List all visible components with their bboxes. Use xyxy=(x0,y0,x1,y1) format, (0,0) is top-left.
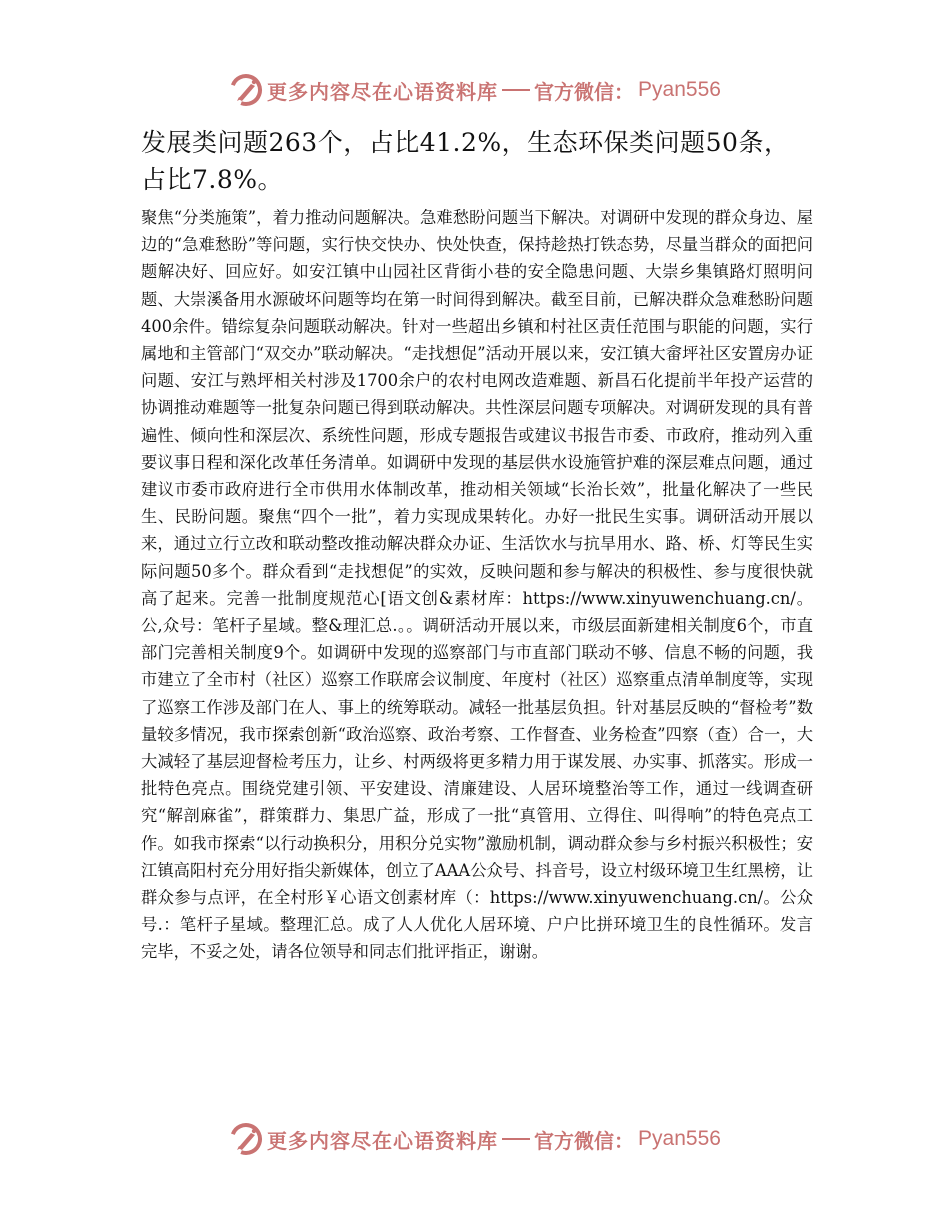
footer-watermark-banner xyxy=(0,1121,950,1157)
wechat-label: 官方微信： xyxy=(534,79,635,104)
lead-paragraph: 发展类问题263个，占比41.2%，生态环保类问题50条，占比7.8%。 xyxy=(141,128,790,194)
brand-logo-icon xyxy=(229,73,263,107)
wechat-id: Pyan556 xyxy=(638,78,721,101)
banner-dash xyxy=(502,1138,530,1140)
brand-logo-icon xyxy=(229,1122,263,1156)
header-watermark-banner xyxy=(0,72,950,108)
wechat-id: Pyan556 xyxy=(638,1127,721,1150)
brand-name: 更多内容尽在心语资料库 xyxy=(267,79,499,104)
brand-name: 更多内容尽在心语资料库 xyxy=(267,1128,499,1153)
wechat-label: 官方微信： xyxy=(534,1128,635,1153)
banner-dash xyxy=(502,89,530,91)
body-paragraph: 聚焦“分类施策”，着力推动问题解决。急难愁盼问题当下解决。对调研中发现的群众身边、屋边的“急难愁盼”等问题，实行快交快办、快处快查，保持趁热打铁态势，尽量当群众的面把问题解决好、回应好。如安江镇中山园社区背街小巷的安全隐患问题、大崇乡集镇路灯照明问题、大崇溪备用水源破坏问题等均在第一时间得到解决。截至目前，已解决群众急难愁盼问题400余件。错综复杂问题联动解决。针对一些超出乡镇和村社区责任范围与职能的问题，实行属地和主管部门“双交办”联动解决。“走找想促”活动开展以来，安江镇大畲坪社区安置房办证问题、安江与熟坪相关村涉及1700余户的农村电网改造难题、新昌石化提前半年投产运营的协调推动难题等一批复杂问题已得到联动解决。共性深层问题专项解决。对调研发现的具有普遍性、倾向性和深层次、系统性问题，形成专题报告或建议书报告市委、市政府，推动列入重要议事日程和深化改革任务清单。如调研中发现的基层供水设施管护难的深层难点问题，通过建议市委市政府进行全市供用水体制改革，推动相关领域“长治长效”，批量化解决了一些民生、民盼问题。聚焦“四个一批”，着力实现成果转化。办好一批民生实事。调研活动开展以来，通过立行立改和联动整改推动解决群众办证、生活饮水与抗旱用水、路、桥、灯等民生实际问题50多个。群众看到“走找想促”的实效，反映问题和参与解决的积极性、参与度很快就高了起来。完善一批制度规范心[语文创&素材库：https://www.xinyuwenchuang.cn/。公,众号：笔杆子星域。整&理汇总.。。调研活动开展以来，市级层面新建相关制度6个，市直部门完善相关制度9个。如调研中发现的巡察部门与市直部门联动不够、信息不畅的问题，我市建立了全市村（社区）巡察工作联席会议制度、年度村（社区）巡察重点清单制度等，实现了巡察工作涉及部门在人、事上的统筹联动。减轻一批基层负担。针对基层反映的“督检考”数量较多情况，我市探索创新“政治巡察、政治考察、工作督查、业务检查”四察（查）合一，大大减轻了基层迎督检考压力，让乡、村两级将更多精力用于谋发展、办实事、抓落实。形成一批特色亮点。围绕党建引领、平安建设、清廉建设、人居环境整治等工作，通过一线调查研究“解剖麻雀”，群策群力、集思广益，形成了一批“真管用、立得住、叫得响”的特色亮点工作。如我市探索“以行动换积分，用积分兑实物”激励机制，调动群众参与乡村振兴积极性；安江镇高阳村充分用好指尖新媒体，创立了AAA公众号、抖音号，设立村级环境卫生红黑榜，让群众参与点评，在全村形￥心语文创素材库（：https://www.xinyuwenchuang.cn/。公众号.：笔杆子星域。整理汇总。成了人人优化人居环境、户户比拼环境卫生的良性循环。发言完毕，不妥之处，请各位领导和同志们批评指正，谢谢。 xyxy=(141,208,813,962)
